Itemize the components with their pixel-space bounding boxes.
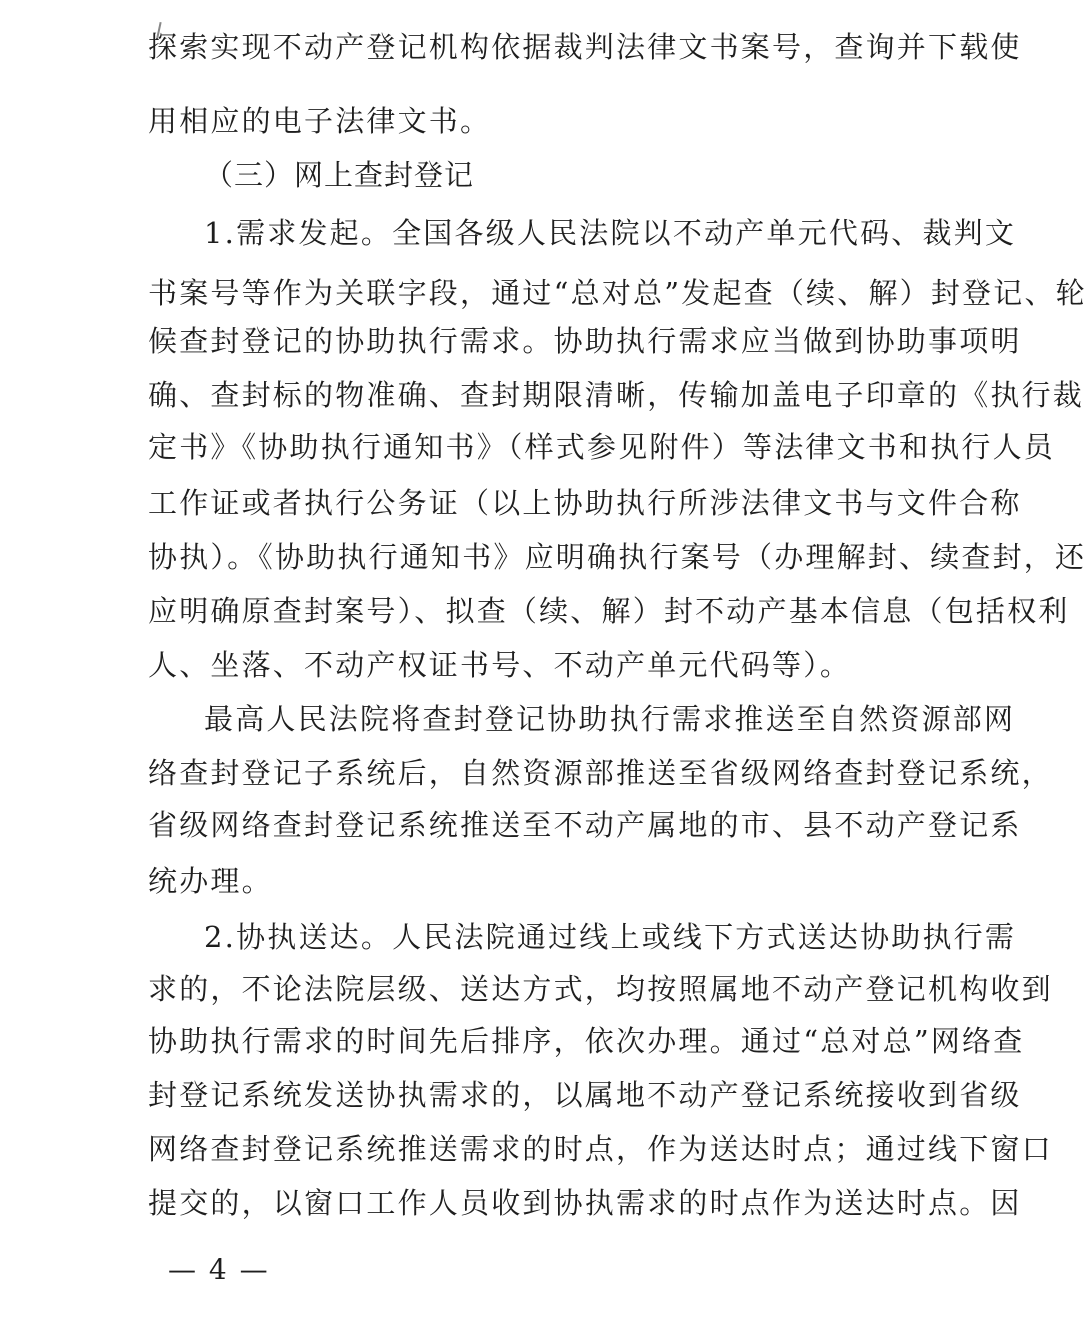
text-line: 统办理。 bbox=[148, 864, 273, 898]
text-line: 书案号等作为关联字段，通过“总对总”发起查（续、解）封登记、轮 bbox=[148, 276, 1087, 310]
text-line: 求的，不论法院层级、送达方式，均按照属地不动产登记机构收到 bbox=[148, 972, 1053, 1006]
text-line: 络查封登记子系统后，自然资源部推送至省级网络查封登记系统， bbox=[148, 756, 1053, 790]
section-heading: （三）网上查封登记 bbox=[204, 158, 475, 192]
text-line: 工作证或者执行公务证（以上协助执行所涉法律文书与文件合称 bbox=[148, 486, 1022, 520]
text-line: 协执）。《协助执行通知书》应明确执行案号（办理解封、续查封，还 bbox=[148, 540, 1087, 574]
text-line: 网络查封登记系统推送需求的时点，作为送达时点；通过线下窗口 bbox=[148, 1132, 1053, 1166]
text-line: 省级网络查封登记系统推送至不动产属地的市、县不动产登记系 bbox=[148, 808, 1022, 842]
text-line: 最高人民法院将查封登记协助执行需求推送至自然资源部网 bbox=[204, 702, 1016, 736]
text-line: 探索实现不动产登记机构依据裁判法律文书案号，查询并下载使 bbox=[148, 30, 1022, 64]
text-line: 确、查封标的物准确、查封期限清晰，传输加盖电子印章的《执行裁 bbox=[148, 378, 1085, 412]
page-number: — 4 — bbox=[168, 1253, 270, 1286]
text-line: 应明确原查封案号）、拟查（续、解）封不动产基本信息（包括权利 bbox=[148, 594, 1070, 628]
text-line: 协助执行需求的时间先后排序，依次办理。通过“总对总”网络查 bbox=[148, 1024, 1025, 1058]
text-line: 人、坐落、不动产权证书号、不动产单元代码等）。 bbox=[148, 648, 852, 682]
text-line: 用相应的电子法律文书。 bbox=[148, 104, 492, 138]
text-line: 候查封登记的协助执行需求。协助执行需求应当做到协助事项明 bbox=[148, 324, 1022, 358]
text-line: 定书》《协助执行通知书》（样式参见附件）等法律文书和执行人员 bbox=[148, 430, 1056, 464]
text-line: 提交的，以窗口工作人员收到协执需求的时点作为送达时点。因 bbox=[148, 1186, 1022, 1220]
text-line: 1.需求发起。全国各级人民法院以不动产单元代码、裁判文 bbox=[204, 216, 1017, 250]
text-line: 2.协执送达。人民法院通过线上或线下方式送达协助执行需 bbox=[204, 920, 1017, 954]
text-line: 封登记系统发送协执需求的，以属地不动产登记系统接收到省级 bbox=[148, 1078, 1022, 1112]
